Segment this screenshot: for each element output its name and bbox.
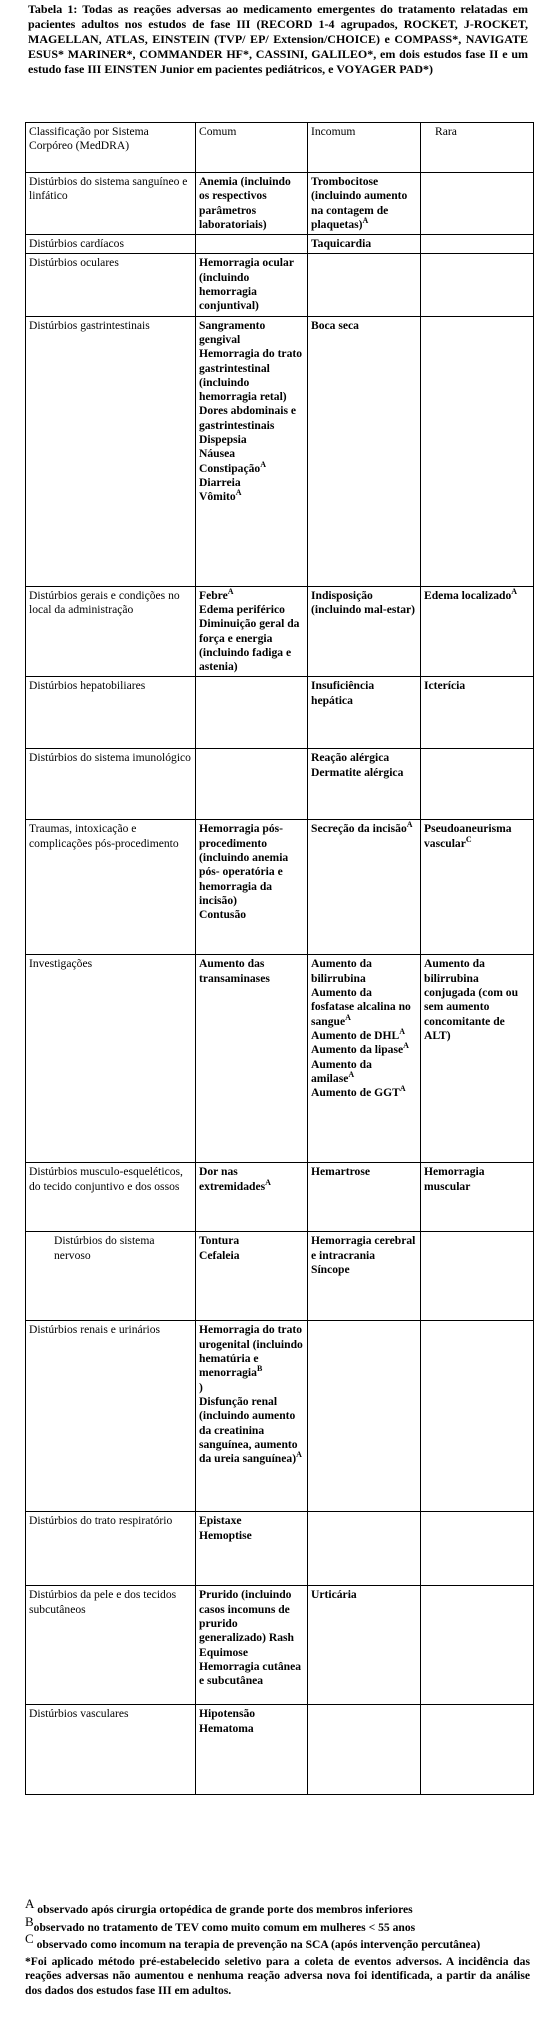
table-row <box>26 820 534 955</box>
header-system: Classificação por Sistema Corpóreo (MedDRA) <box>26 123 196 173</box>
table-body <box>26 123 534 1795</box>
common-term: Constipação <box>199 461 261 475</box>
common-term: Tontura <box>199 1234 240 1248</box>
uncommon-term: Aumento da lipase <box>311 1043 404 1057</box>
cell-rare <box>421 1586 534 1705</box>
uncommon-term: Aumento da bilirrubina <box>311 957 372 985</box>
common-term: Sangramento gengival <box>199 318 266 346</box>
cell-common <box>196 1586 308 1705</box>
common-term: Hematoma <box>199 1721 254 1735</box>
footnote-ref: A <box>511 586 518 596</box>
organ-system-label: Distúrbios musculo-esqueléticos, do tecido conjuntivo e dos ossos <box>26 1163 196 1232</box>
organ-system-label: Distúrbios cardíacos <box>26 235 196 254</box>
cell-rare <box>421 820 534 955</box>
organ-system-label: Distúrbios oculares <box>26 254 196 316</box>
common-term: Anemia (incluindo os respectivos parâmetros laboratoriais) <box>199 175 291 231</box>
table-header-row <box>26 123 534 173</box>
cell-common <box>196 586 308 677</box>
common-term: Vômito <box>199 490 236 504</box>
common-term: Cefaleia <box>199 1248 240 1262</box>
footnote-ref: A <box>235 488 242 498</box>
footnote-ref: A <box>227 586 234 596</box>
cell-common <box>196 749 308 820</box>
cell-uncommon <box>308 955 421 1163</box>
cell-common <box>196 173 308 235</box>
footnote-ref: A <box>265 1177 271 1187</box>
uncommon-term: Aumento de GGT <box>311 1086 400 1100</box>
table-row <box>26 1232 534 1321</box>
common-term: Hemorragia ocular (incluindo hemorragia conjuntival) <box>199 256 294 313</box>
cell-uncommon <box>308 1163 421 1232</box>
table-row <box>26 586 534 677</box>
common-term: Epistaxe <box>199 1514 242 1528</box>
common-term: Diarreia <box>199 475 241 489</box>
cell-rare <box>421 254 534 316</box>
common-term: Diminuição geral da força e energia (incluindo fadiga e astenia) <box>199 617 300 674</box>
uncommon-term: Hemorragia cerebral e intracrania <box>311 1234 416 1262</box>
cell-common <box>196 955 308 1163</box>
common-term: Equimose <box>199 1645 248 1659</box>
cell-rare <box>421 955 534 1163</box>
common-term: Aumento das transaminases <box>199 957 270 985</box>
uncommon-term: Dermatite alérgica <box>311 765 404 779</box>
footnote-ref: A <box>406 820 413 830</box>
uncommon-term: Urticária <box>311 1588 357 1602</box>
cell-common <box>196 677 308 749</box>
cell-rare <box>421 1512 534 1586</box>
cell-rare <box>421 1705 534 1795</box>
cell-rare <box>421 173 534 235</box>
cell-uncommon <box>308 677 421 749</box>
uncommon-term: Boca seca <box>311 318 359 332</box>
cell-uncommon <box>308 1586 421 1705</box>
cell-uncommon <box>308 749 421 820</box>
common-term: Contusão <box>199 908 247 922</box>
uncommon-term: Aumento da fosfatase alcalina no sangue <box>311 986 411 1028</box>
table-row <box>26 1321 534 1512</box>
footnote-ref: A <box>399 1027 406 1037</box>
cell-rare <box>421 586 534 677</box>
uncommon-term: Trombocitose (incluindo aumento na contagem de plaquetas) <box>311 175 408 231</box>
rare-term: Icterícia <box>424 679 466 693</box>
common-term: Dores abdominais e gastrintestinais <box>199 404 297 432</box>
common-term: Hemorragia cutânea e subcutânea <box>199 1659 302 1688</box>
common-term: Prurido (incluindo casos incomuns de prurido generalizado) Rash <box>199 1588 294 1645</box>
organ-system-label: Distúrbios renais e urinários <box>26 1321 196 1512</box>
rare-term: Pseudoaneurisma vascular <box>424 822 512 850</box>
organ-system-label: Distúrbios do sistema sanguíneo e linfático <box>26 173 196 235</box>
table-caption: Tabela 1: Todas as reações adversas ao medicamento emergentes do tratamento relatadas em pacientes adultos nos estudos de fase III (RECORD 1-4 agrupados, ROCKET, J-ROCKET, MAGELLAN, ATLAS, EINSTEIN (TVP/ EP/ Extension/CHOICE) e COMPASS*, NAVIGATE ESUS* MARINER*, COMMANDER HF*, CASSINI, GALILEO*, em dois estudos fase II e um estudo fase III EINSTEN Junior em pacientes pediátricos, e VOYAGER PAD*) <box>28 2 528 76</box>
footnote-ref: A <box>296 1450 302 1460</box>
uncommon-term: Reação alérgica <box>311 751 390 765</box>
table-row <box>26 955 534 1163</box>
uncommon-term: Secreção da incisão <box>311 822 407 836</box>
table-row <box>26 316 534 586</box>
organ-system-label: Distúrbios gerais e condições no local da administração <box>26 586 196 677</box>
common-term: Hemoptise <box>199 1528 252 1542</box>
uncommon-term: Hemartrose <box>311 1165 371 1179</box>
organ-system-label: Traumas, intoxicação e complicações pós-procedimento <box>26 820 196 955</box>
footnotes <box>25 1896 530 1999</box>
cell-common <box>196 1163 308 1232</box>
cell-common <box>196 1512 308 1586</box>
cell-uncommon <box>308 254 421 316</box>
footnote-b: $^B$observado no tratamento de TEV como muito comum em mulheres < 55 anos <box>25 1913 416 1934</box>
organ-system-label: Distúrbios do sistema nervoso <box>26 1232 196 1321</box>
rare-term: Aumento da bilirrubina conjugada (com ou sem aumento concomitante de ALT) <box>424 957 519 1042</box>
common-term: Dor nas extremidades <box>199 1165 266 1193</box>
organ-system-label: Distúrbios vasculares <box>26 1705 196 1795</box>
cell-rare <box>421 235 534 254</box>
cell-uncommon <box>308 235 421 254</box>
cell-rare <box>421 1321 534 1512</box>
table-row <box>26 1705 534 1795</box>
footnote-ref: A <box>260 459 266 469</box>
cell-rare <box>421 316 534 586</box>
cell-uncommon <box>308 1705 421 1795</box>
table-row <box>26 173 534 235</box>
organ-system-label: Investigações <box>26 955 196 1163</box>
cell-rare <box>421 1232 534 1321</box>
cell-uncommon <box>308 173 421 235</box>
common-term: Hemorragia pós-procedimento (incluindo anemia pós- operatória e hemorragia da incisão) <box>199 822 289 907</box>
cell-rare <box>421 1163 534 1232</box>
common-term: ) <box>199 1380 203 1394</box>
uncommon-term: Indisposição (incluindo mal-estar) <box>311 588 416 616</box>
common-term: Hemorragia do trato urogenital (incluindo hematúria e menorragia <box>199 1323 303 1380</box>
uncommon-term: Aumento de DHL <box>311 1028 400 1042</box>
cell-common <box>196 316 308 586</box>
common-term: Hemorragia do trato gastrintestinal (incluindo hemorragia retal) <box>199 347 303 404</box>
cell-common <box>196 820 308 955</box>
cell-uncommon <box>308 586 421 677</box>
table-row <box>26 1512 534 1586</box>
footnote-ref: A <box>345 1012 351 1022</box>
organ-system-label: Distúrbios da pele e dos tecidos subcutâneos <box>26 1586 196 1705</box>
organ-system-label: Distúrbios do sistema imunológico <box>26 749 196 820</box>
rare-term: Edema localizado <box>424 588 512 602</box>
cell-rare <box>421 677 534 749</box>
cell-common <box>196 1232 308 1321</box>
table-row <box>26 1163 534 1232</box>
cell-uncommon <box>308 820 421 955</box>
table-row <box>26 677 534 749</box>
header-uncommon: Incomum <box>308 123 421 173</box>
cell-common <box>196 1321 308 1512</box>
common-term: Hipotensão <box>199 1707 256 1721</box>
cell-common <box>196 254 308 316</box>
table-row <box>26 254 534 316</box>
footnote-ref: A <box>403 1041 409 1051</box>
uncommon-term: Aumento da amilase <box>311 1057 372 1085</box>
cell-uncommon <box>308 1512 421 1586</box>
cell-uncommon <box>308 316 421 586</box>
organ-system-label: Distúrbios gastrintestinais <box>26 316 196 586</box>
header-common: Comum <box>196 123 308 173</box>
footnote-star: *Foi aplicado método pré-estabelecido seletivo para a coleta de eventos adversos. A incidência das reações adversas não aumentou e nenhuma reação adversa nova foi identificada, a partir da análise dos dados dos estudos fase III em adultos. <box>25 1954 530 1997</box>
footnote-ref: A <box>362 216 369 226</box>
uncommon-term: Insuficiência hepática <box>311 679 375 707</box>
common-term: Dispepsia <box>199 433 247 447</box>
cell-common <box>196 1705 308 1795</box>
common-term: Febre <box>199 588 228 602</box>
footnote-ref: A <box>348 1069 355 1079</box>
footnote-ref: B <box>256 1364 263 1374</box>
table-row <box>26 1586 534 1705</box>
uncommon-term: Taquicardia <box>311 237 372 251</box>
table-row <box>26 235 534 254</box>
cell-rare <box>421 749 534 820</box>
table-row <box>26 749 534 820</box>
footnote-ref: A <box>399 1084 406 1094</box>
uncommon-term: Síncope <box>311 1263 350 1277</box>
cell-uncommon <box>308 1321 421 1512</box>
organ-system-label: Distúrbios do trato respiratório <box>26 1512 196 1586</box>
rare-term: Hemorragia muscular <box>424 1165 485 1193</box>
cell-uncommon <box>308 1232 421 1321</box>
header-rare: Rara <box>421 123 534 173</box>
footnote-a: $^A$ observado após cirurgia ortopédica de grande porte dos membros inferiores <box>25 1896 413 1916</box>
cell-common <box>196 235 308 254</box>
organ-system-label: Distúrbios hepatobiliares <box>26 677 196 749</box>
footnote-c: $^C$ observado como incomum na terapia de prevenção na SCA (após intervenção percutânea) <box>25 1931 481 1952</box>
common-term: Edema periférico <box>199 602 285 616</box>
footnote-ref: C <box>465 834 472 844</box>
common-term: Náusea <box>199 447 236 461</box>
adverse-reactions-table <box>25 122 534 1795</box>
common-term: Disfunção renal (incluindo aumento da creatinina sanguínea, aumento da ureia sanguínea) <box>199 1394 298 1466</box>
